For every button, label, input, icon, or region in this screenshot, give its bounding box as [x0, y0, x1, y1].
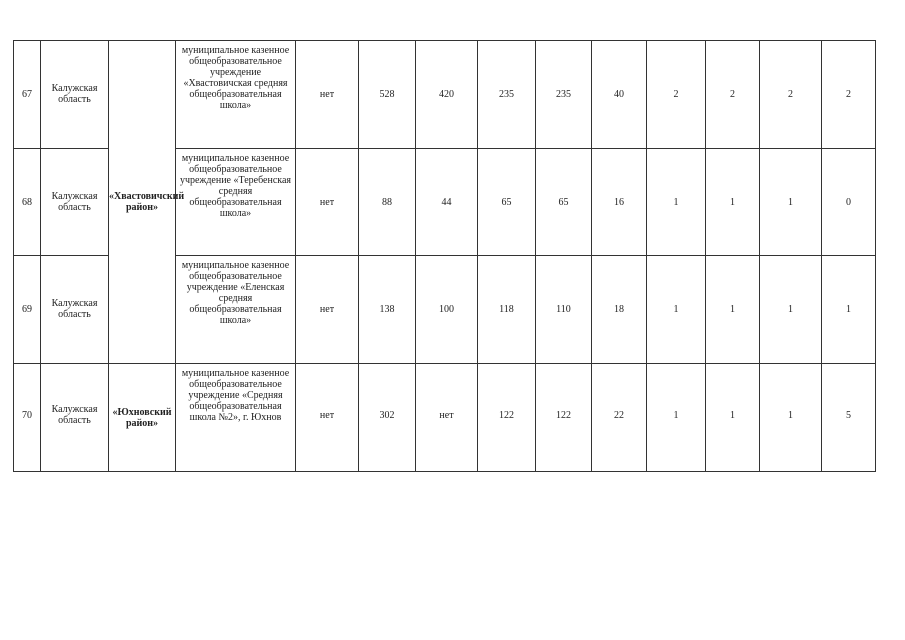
value-cell: 1: [760, 256, 822, 364]
value-cell: 122: [478, 364, 536, 472]
value-cell: 138: [359, 256, 416, 364]
value-cell: 1: [647, 149, 706, 256]
value-cell: 88: [359, 149, 416, 256]
value-cell: 122: [536, 364, 592, 472]
table-row: [14, 41, 876, 149]
value-cell: 5: [822, 364, 876, 472]
row-number: 70: [14, 364, 41, 472]
value-cell: 528: [359, 41, 416, 149]
value-cell: 40: [592, 41, 647, 149]
value-cell: 1: [760, 149, 822, 256]
value-cell: 65: [536, 149, 592, 256]
value-cell: 302: [359, 364, 416, 472]
value-cell: 235: [536, 41, 592, 149]
region-cell: Калужская область: [41, 364, 109, 472]
value-cell: 1: [647, 256, 706, 364]
row-number: 68: [14, 149, 41, 256]
value-cell: 1: [706, 256, 760, 364]
value-cell: нет: [296, 41, 359, 149]
region-cell: Калужская область: [41, 256, 109, 364]
region-cell: Калужская область: [41, 41, 109, 149]
value-cell: нет: [416, 364, 478, 472]
value-cell: 100: [416, 256, 478, 364]
row-number: 69: [14, 256, 41, 364]
value-cell: нет: [296, 364, 359, 472]
table-row: [14, 364, 876, 472]
value-cell: 2: [822, 41, 876, 149]
school-name-cell: муниципальное казенное общеобразовательное учреждение «Хвастовичская средняя общеобразовательная школа»: [176, 41, 296, 149]
value-cell: 2: [760, 41, 822, 149]
value-cell: 1: [706, 364, 760, 472]
value-cell: 22: [592, 364, 647, 472]
value-cell: 44: [416, 149, 478, 256]
value-cell: 18: [592, 256, 647, 364]
data-table: [13, 40, 876, 472]
value-cell: 2: [647, 41, 706, 149]
value-cell: 235: [478, 41, 536, 149]
value-cell: 0: [822, 149, 876, 256]
value-cell: нет: [296, 256, 359, 364]
value-cell: 1: [647, 364, 706, 472]
district-cell: «Хвастовичский район»: [109, 41, 176, 364]
school-name-cell: муниципальное казенное общеобразовательное учреждение «Теребенская средняя общеобразовательная школа»: [176, 149, 296, 256]
value-cell: 65: [478, 149, 536, 256]
district-cell: «Юхновский район»: [109, 364, 176, 472]
school-name-cell: муниципальное казенное общеобразовательное учреждение «Еленская средняя общеобразовательная школа»: [176, 256, 296, 364]
value-cell: 420: [416, 41, 478, 149]
row-number: 67: [14, 41, 41, 149]
value-cell: 110: [536, 256, 592, 364]
school-name-cell: муниципальное казенное общеобразовательное учреждение «Средняя общеобразовательная школа №2», г. Юхнов: [176, 364, 296, 472]
value-cell: 1: [760, 364, 822, 472]
value-cell: 2: [706, 41, 760, 149]
region-cell: Калужская область: [41, 149, 109, 256]
value-cell: 16: [592, 149, 647, 256]
value-cell: нет: [296, 149, 359, 256]
value-cell: 118: [478, 256, 536, 364]
value-cell: 1: [706, 149, 760, 256]
value-cell: 1: [822, 256, 876, 364]
